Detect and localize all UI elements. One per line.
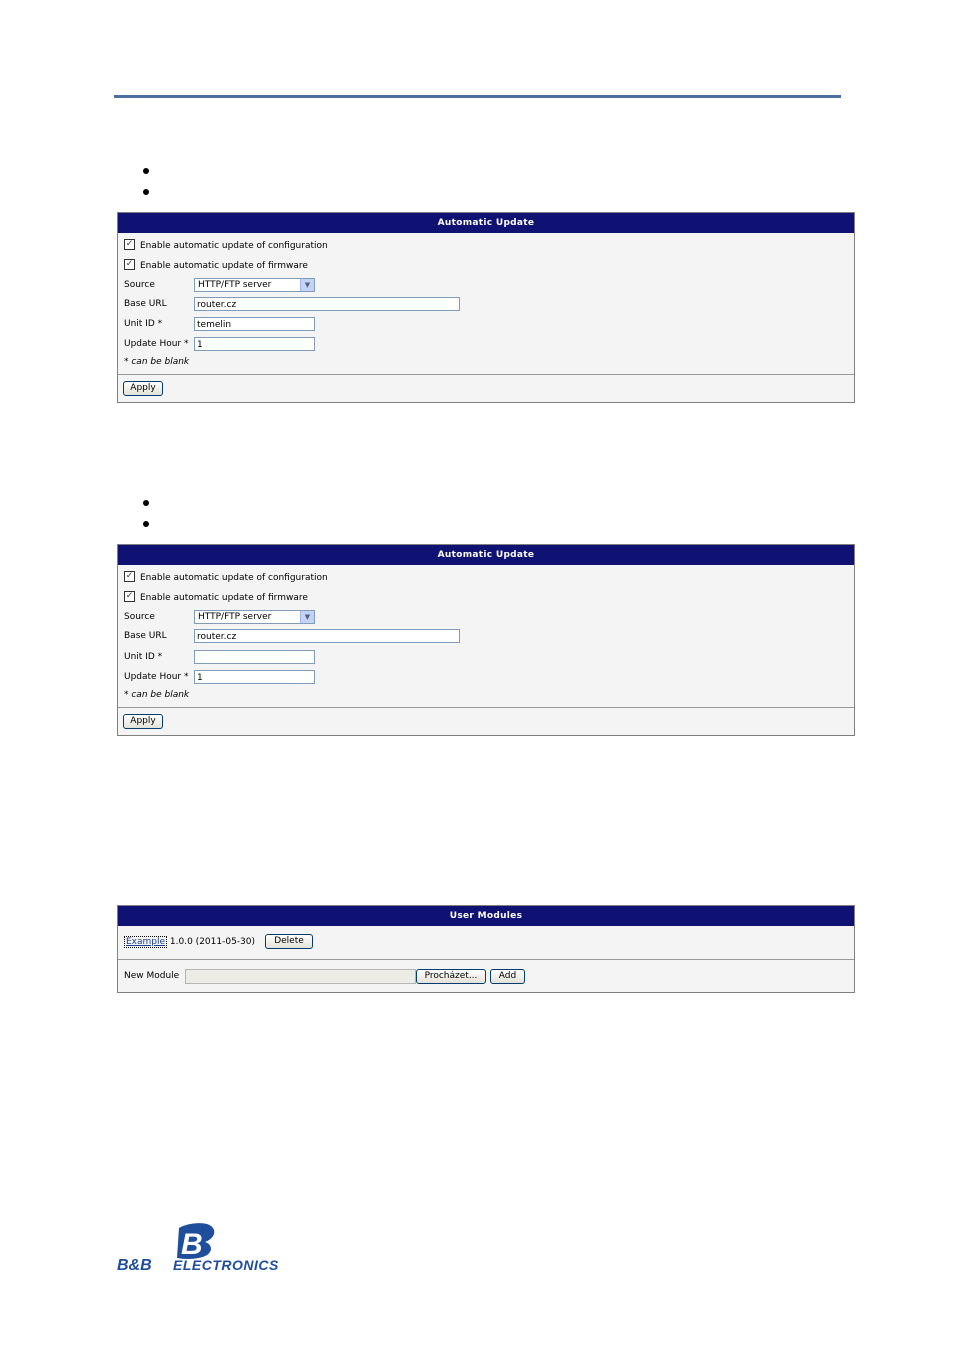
base-url-label: Base URL [124, 299, 167, 309]
checkbox-checked-icon[interactable]: ✓ [125, 571, 134, 581]
checkbox-row-firmware[interactable] [124, 258, 308, 274]
module-link[interactable]: Example [126, 937, 166, 947]
module-version: 1.0.0 (2011-05-30) [169, 937, 256, 947]
checkbox-label: Enable automatic update of firmware [140, 261, 308, 271]
checkbox-checked-icon[interactable]: ✓ [125, 591, 134, 601]
automatic-update-panel-2 [117, 544, 855, 736]
add-button[interactable]: Add [490, 969, 525, 984]
logo-mark-letter: B [181, 1228, 203, 1261]
blank-note: * can be blank [124, 357, 190, 367]
header-rule [114, 95, 841, 98]
update-hour-label: Update Hour * [124, 672, 189, 682]
logo-word: ELECTRONICS [173, 1257, 279, 1273]
unit-id-input[interactable] [194, 650, 315, 664]
checkbox-row-config[interactable] [124, 570, 328, 586]
delete-button[interactable]: Delete [265, 934, 313, 949]
source-label: Source [124, 280, 155, 290]
unit-id-label: Unit ID * [124, 652, 163, 662]
unit-id-label: Unit ID * [124, 319, 163, 329]
checkbox-checked-icon[interactable]: ✓ [125, 259, 134, 269]
checkbox-checked-icon[interactable]: ✓ [125, 239, 134, 249]
base-url-input[interactable]: router.cz [194, 297, 460, 311]
logo-brand: B&B [117, 1257, 152, 1274]
source-select[interactable] [194, 610, 315, 624]
checkbox-row-config[interactable] [124, 238, 328, 254]
update-hour-input[interactable]: 1 [194, 337, 315, 351]
source-select[interactable] [194, 278, 315, 292]
panel-title: Automatic Update [118, 213, 854, 233]
checkbox-label: Enable automatic update of firmware [140, 593, 308, 603]
logo-mark-icon [177, 1223, 214, 1261]
module-row [124, 934, 255, 950]
source-label: Source [124, 612, 155, 622]
chevron-down-icon[interactable]: ▼ [300, 279, 314, 291]
apply-button[interactable]: Apply [123, 714, 163, 729]
browse-button[interactable]: Procházet... [416, 969, 486, 984]
unit-id-input[interactable]: temelin [194, 317, 315, 331]
bullet [143, 168, 149, 174]
source-value: HTTP/FTP server [198, 280, 272, 290]
checkbox-label: Enable automatic update of configuration [140, 573, 328, 583]
base-url-label: Base URL [124, 631, 167, 641]
new-module-file-input[interactable] [185, 969, 416, 984]
update-hour-label: Update Hour * [124, 339, 189, 349]
bullet [143, 500, 149, 506]
panel-title: User Modules [118, 906, 854, 926]
blank-note: * can be blank [124, 690, 190, 700]
user-modules-panel [117, 905, 855, 993]
base-url-input[interactable]: router.cz [194, 629, 460, 643]
bb-electronics-logo [117, 1222, 317, 1277]
automatic-update-panel-1 [117, 212, 855, 403]
panel-title: Automatic Update [118, 545, 854, 565]
source-value: HTTP/FTP server [198, 612, 272, 622]
bullet [143, 189, 149, 195]
checkbox-row-firmware[interactable] [124, 590, 308, 606]
apply-button[interactable]: Apply [123, 381, 163, 396]
update-hour-input[interactable]: 1 [194, 670, 315, 684]
new-module-label: New Module [124, 971, 180, 981]
chevron-down-icon[interactable]: ▼ [300, 611, 314, 623]
checkbox-label: Enable automatic update of configuration [140, 241, 328, 251]
bullet [143, 521, 149, 527]
